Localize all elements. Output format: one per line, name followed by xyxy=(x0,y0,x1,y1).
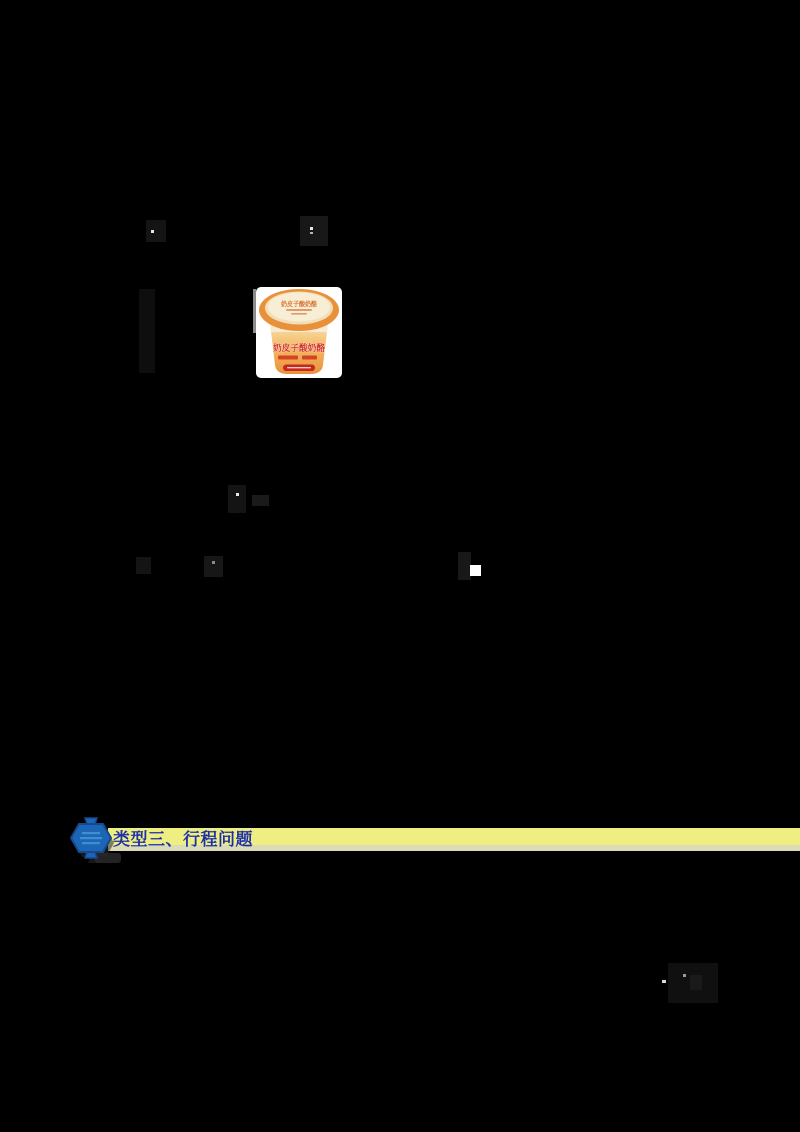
text-remnant xyxy=(310,227,313,230)
text-remnant xyxy=(662,980,666,983)
text-remnant xyxy=(300,216,328,246)
text-remnant xyxy=(136,557,151,574)
product-name-text: 奶皮子酸奶酪 xyxy=(273,343,328,353)
product-photo xyxy=(256,287,342,378)
section-banner xyxy=(108,828,800,851)
small-print-bar xyxy=(278,356,298,360)
lid-subtext-bar xyxy=(291,313,307,315)
lid-subtext-bar xyxy=(286,309,312,311)
lid-label-text: 奶皮子酸奶酪 xyxy=(281,301,320,308)
yogurt-cup-illustration xyxy=(256,287,342,378)
text-remnant xyxy=(310,232,313,234)
red-band-text-bar xyxy=(287,367,311,368)
small-print-bar xyxy=(302,356,317,360)
text-remnant xyxy=(252,495,269,506)
text-remnant xyxy=(212,561,215,564)
text-remnant xyxy=(690,975,702,990)
text-remnant xyxy=(151,230,154,233)
text-remnant xyxy=(228,485,246,513)
blank-answer-box xyxy=(470,565,481,576)
text-remnant xyxy=(146,220,166,242)
text-remnant xyxy=(236,493,239,496)
hexagon-badge-icon xyxy=(68,813,118,865)
section-title: 类型三、行程问题 xyxy=(113,830,253,849)
text-remnant xyxy=(204,556,223,577)
text-remnant xyxy=(683,974,686,977)
text-remnant xyxy=(139,289,155,373)
